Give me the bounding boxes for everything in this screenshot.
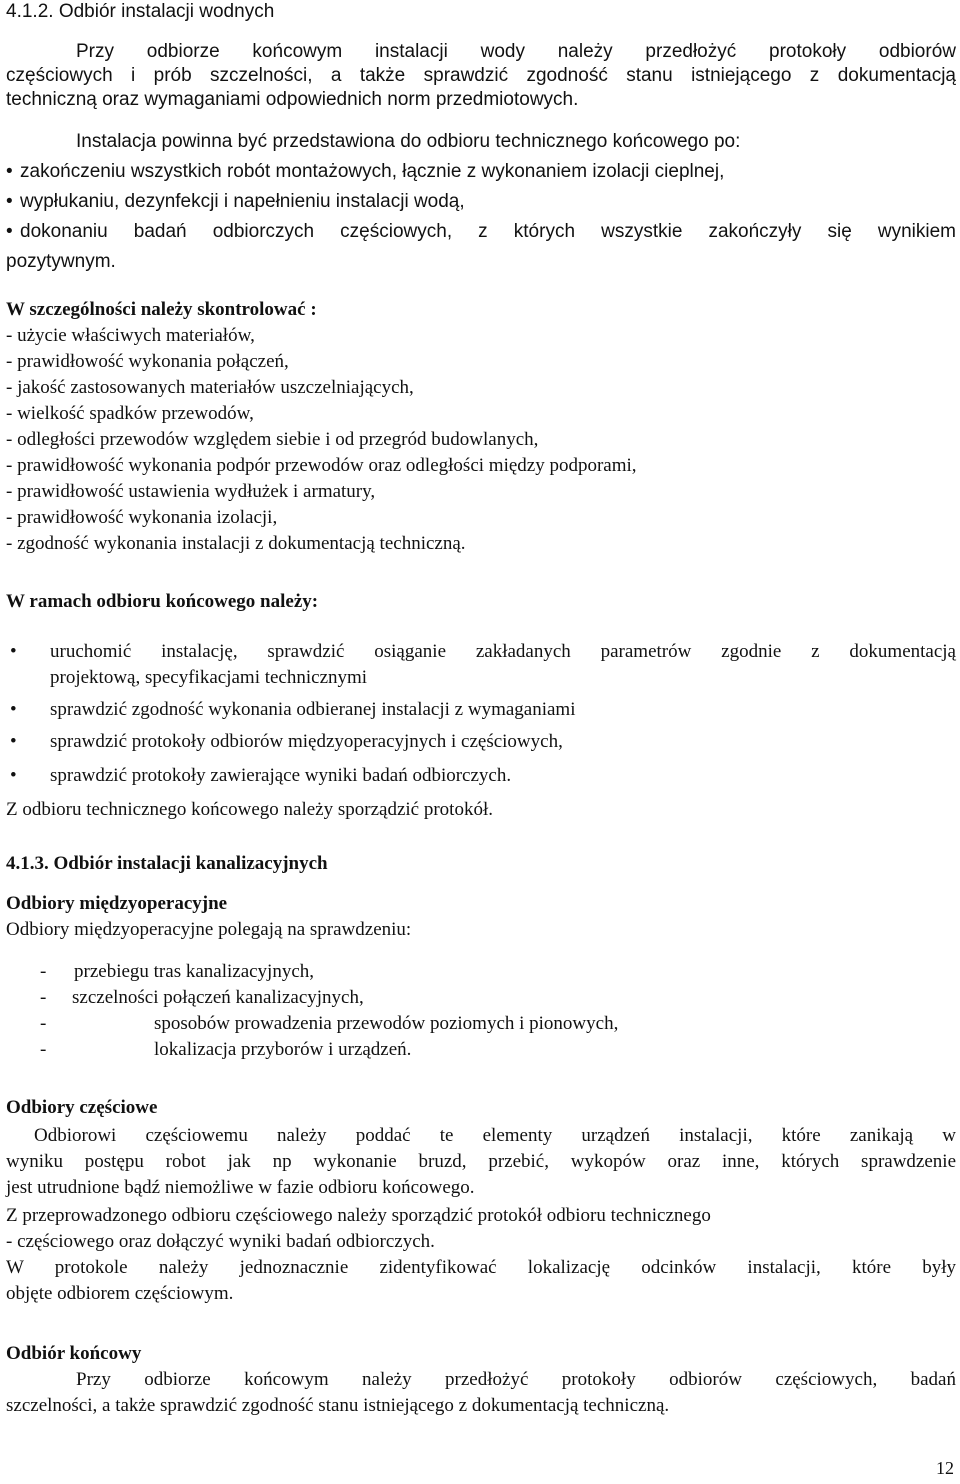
final-item: sprawdzić protokoły odbiorów międzyoperacyjnych i częściowych, xyxy=(50,731,563,752)
partial-heading: Odbiory częściowe xyxy=(6,1097,158,1118)
condition-item: wypłukaniu, dezynfekcji i napełnieniu instalacji wodą, xyxy=(20,191,465,212)
final-item-continuation: projektową, specyfikacjami technicznymi xyxy=(50,667,368,688)
conditions-intro: Instalacja powinna być przedstawiona do odbioru technicznego końcowego po: xyxy=(76,131,741,152)
page-number: 12 xyxy=(936,1458,954,1478)
dash-marker: - xyxy=(40,1013,47,1034)
intro-line-1: Przy odbiorze końcowym instalacji wody należy przedłożyć protokoły odbiorów xyxy=(76,41,956,62)
bullet-icon: • xyxy=(10,731,17,752)
final-item: sprawdzić zgodność wykonania odbieranej instalacji z wymaganiami xyxy=(50,699,576,720)
final-note: Z odbioru technicznego końcowego należy sporządzić protokół. xyxy=(6,799,493,820)
partial-text-line: objęte odbiorem częściowym. xyxy=(6,1283,234,1304)
final-heading: W ramach odbioru końcowego należy: xyxy=(6,591,319,612)
check-item: - prawidłowość ustawienia wydłużek i armatury, xyxy=(6,481,376,502)
partial-text-line: wyniku postępu robot jak np wykonanie bruzd, przebić, wykopów oraz inne, których sprawdzenie xyxy=(6,1151,956,1172)
check-item: - zgodność wykonania instalacji z dokumentacją techniczną. xyxy=(6,533,466,554)
bullet-icon: • xyxy=(6,161,13,182)
intro-line-3: techniczną oraz wymaganiami odpowiednich norm przedmiotowych. xyxy=(6,89,579,110)
interop-intro: Odbiory międzyoperacyjne polegają na sprawdzeniu: xyxy=(6,919,412,940)
bullet-icon: • xyxy=(6,191,13,212)
condition-item: zakończeniu wszystkich robót montażowych, łącznie z wykonaniem izolacji cieplnej, xyxy=(20,161,725,182)
final-item: uruchomić instalację, sprawdzić osiąganie zakładanych parametrów zgodnie z dokumentacją xyxy=(50,641,956,662)
dash-marker: - xyxy=(40,961,47,982)
partial-text-line: jest utrudnione bądź niemożliwe w fazie odbioru końcowego. xyxy=(6,1177,475,1198)
check-item: - odległości przewodów względem siebie i od przegród budowlanych, xyxy=(6,429,539,450)
bullet-icon: • xyxy=(10,641,17,662)
check-heading: W szczególności należy skontrolować : xyxy=(6,299,317,320)
intro-line-2: częściowych i prób szczelności, a także sprawdzić zgodność stanu istniejącego z dokumentacją xyxy=(6,65,956,86)
condition-item-continuation: pozytywnym. xyxy=(6,251,116,272)
check-item: - prawidłowość wykonania podpór przewodów oraz odległości między podporami, xyxy=(6,455,637,476)
bullet-icon: • xyxy=(6,221,13,242)
interop-item: sposobów prowadzenia przewodów poziomych i pionowych, xyxy=(154,1013,619,1034)
partial-text-line: Odbiorowi częściowemu należy poddać te elementy urządzeń instalacji, które zanikają w xyxy=(34,1125,956,1146)
check-item: - wielkość spadków przewodów, xyxy=(6,403,254,424)
sewage-final-text-line: szczelności, a także sprawdzić zgodność stanu istniejącego z dokumentacją techniczną. xyxy=(6,1395,670,1416)
check-item: - prawidłowość wykonania izolacji, xyxy=(6,507,278,528)
sewage-final-heading: Odbiór końcowy xyxy=(6,1343,142,1364)
partial-text-line: Z przeprowadzonego odbioru częściowego należy sporządzić protokół odbioru technicznego xyxy=(6,1205,711,1226)
interop-item: szczelności połączeń kanalizacyjnych, xyxy=(72,987,364,1008)
section-heading-4-1-3: 4.1.3. Odbiór instalacji kanalizacyjnych xyxy=(6,853,328,874)
dash-marker: - xyxy=(40,1039,47,1060)
interop-item: przebiegu tras kanalizacyjnych, xyxy=(74,961,315,982)
check-item: - jakość zastosowanych materiałów uszczelniających, xyxy=(6,377,414,398)
section-heading-4-1-2: 4.1.2. Odbiór instalacji wodnych xyxy=(6,1,275,22)
bullet-icon: • xyxy=(10,699,17,720)
condition-item: dokonaniu badań odbiorczych częściowych, z których wszystkie zakończyły się wynikiem xyxy=(20,221,956,242)
bullet-icon: • xyxy=(10,765,17,786)
dash-marker: - xyxy=(40,987,47,1008)
interop-item: lokalizacja przyborów i urządzeń. xyxy=(154,1039,412,1060)
sewage-final-text-line: Przy odbiorze końcowym należy przedłożyć protokoły odbiorów częściowych, badań xyxy=(76,1369,956,1390)
check-item: - użycie właściwych materiałów, xyxy=(6,325,255,346)
final-item: sprawdzić protokoły zawierające wyniki badań odbiorczych. xyxy=(50,765,512,786)
check-item: - prawidłowość wykonania połączeń, xyxy=(6,351,289,372)
partial-text-line: - częściowego oraz dołączyć wyniki badań odbiorczych. xyxy=(6,1231,435,1252)
interop-heading: Odbiory międzyoperacyjne xyxy=(6,893,228,914)
partial-text-line: W protokole należy jednoznacznie zidentyfikować lokalizację odcinków instalacji, które były xyxy=(6,1257,956,1278)
